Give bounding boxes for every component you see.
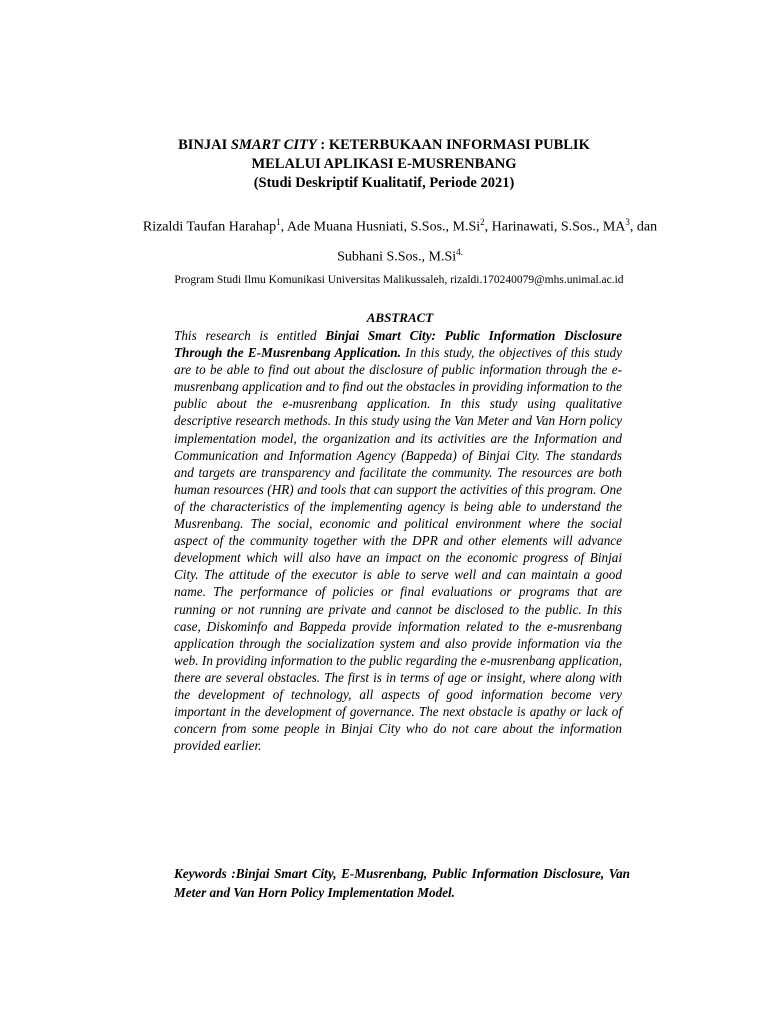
keywords: Keywords :Binjai Smart City, E-Musrenbang, Public Information Disclosure, Van Meter and Van Horn Policy Implementation Model. xyxy=(174,866,630,900)
author-3-affil: 3 xyxy=(625,217,630,227)
abstract-text: In this study, the objectives of this study are to be able to find out about the disclosure of public information through the e-musrenbang application and to find out the obstacles in providing information to the public about the e-musrenbang application. In this study using qualitative descriptive research methods. In this study using the Van Meter and Van Horn policy implementation model, the organization and its activities are the Information and Communication and Information Agency (Bappeda) of Binjai City. The standards and targets are transparency and facilitate the community. The resources are both human resources (HR) and tools that can support the activities of this program. One of the characteristics of the implementing agency is being able to understand the Musrenbang. The social, economic and political environment where the social aspect of the community together with the DPR and other elements will advance development which will also have an impact on the economic progress of Binjai City. The attitude of the executor is able to serve well and can maintain a good name. The performance of policies or final evaluations or programs that are running or not running are private and cannot be disclosed to the public. In this case, Diskominfo and Bappeda provide information related to the e-musrenbang application through the socialization system and also provide information via the web. In providing information to the public regarding the e-musrenbang application, there are several obstacles. The first is in terms of age or insight, where along with the development of technology, all aspects of good information become very important in the development of governance. The next obstacle is apathy or lack of concern from some people in Binjai City who do not care about the information provided earlier. xyxy=(174,345,622,754)
title-italic: SMART CITY xyxy=(230,137,317,153)
author-list xyxy=(140,210,660,269)
author-3: , Harinawati, S.Sos., MA xyxy=(484,219,626,235)
affiliation: Program Studi Ilmu Komunikasi Universitas Malikussaleh, rizaldi.170240079@mhs.unimal.ac.id xyxy=(174,274,624,286)
author-4: , dan Subhani S.Sos., M.Si xyxy=(337,219,658,265)
abstract-bold-title: Binjai Smart City: Public Information Disclosure Through the E-Musrenbang Application. xyxy=(174,328,622,361)
title-suffix: : KETERBUKAAN INFORMASI PUBLIK xyxy=(316,137,590,153)
author-2-affil: 2 xyxy=(480,217,485,227)
abstract-body xyxy=(174,327,622,754)
abstract-heading: ABSTRACT xyxy=(366,310,434,325)
title-line-2: MELALUI APLIKASI E-MUSRENBANG xyxy=(251,156,517,172)
abstract-intro: This research is entitled xyxy=(174,328,326,343)
author-4-affil: 4. xyxy=(456,246,463,257)
author-2: , Ade Muana Husniati, S.Sos., M.Si xyxy=(280,219,481,235)
title-prefix: BINJAI xyxy=(178,137,231,153)
title-line-1 xyxy=(0,136,768,155)
author-1-affil: 1 xyxy=(276,217,281,227)
paper-title xyxy=(0,136,768,193)
title-line-3: (Studi Deskriptif Kualitatif, Periode 2021) xyxy=(253,175,515,191)
author-1: Rizaldi Taufan Harahap xyxy=(142,219,277,235)
